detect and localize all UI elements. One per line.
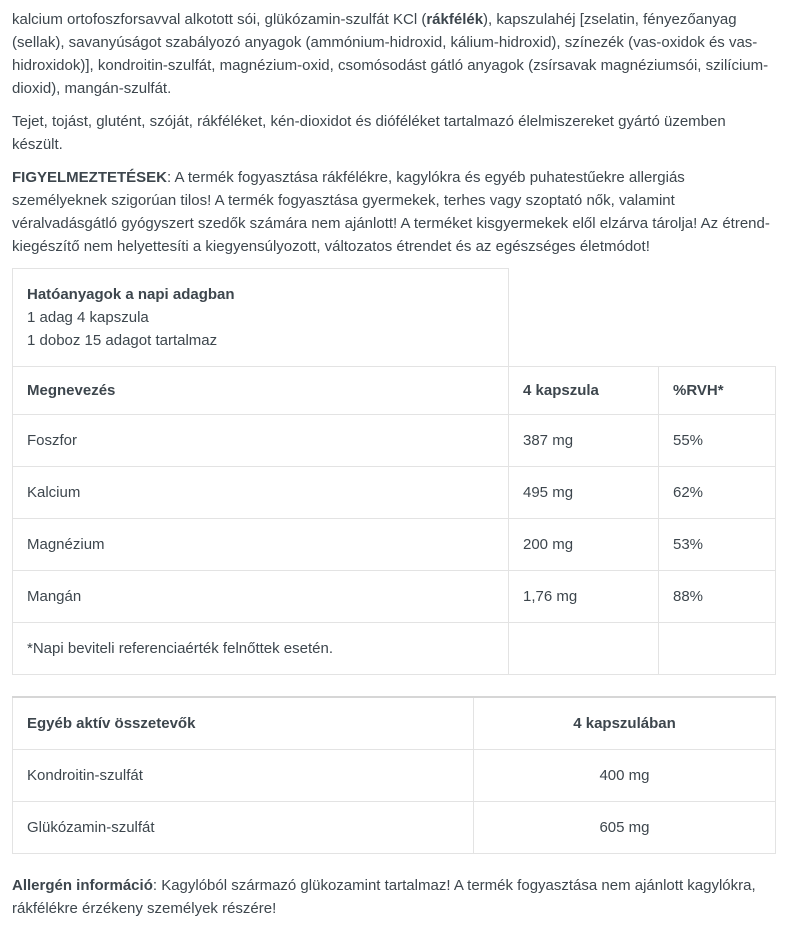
empty-cell xyxy=(659,623,776,675)
nutrient-row-mangan xyxy=(13,571,776,623)
ingredients-text-post: ), kapszulahéj [zselatin, fényezőanyag (sellak), savanyúságot szabályozó anyagok (ammónium-hidroxid, kálium-hidroxid), színezék (vas-oxidok és vas-hidroxidok)], kondroitin-szulfát, magnézium-oxid, csomósodást gátló anyagok (zsírsavak magnéziumsói, szilícium-dioxid), mangán-szulfát. xyxy=(12,11,769,97)
nutrients-info-spacer xyxy=(509,269,776,367)
other-ingredients-table xyxy=(12,696,776,854)
other-ingredient-amount: 400 mg xyxy=(474,750,776,802)
nutrient-row-kalcium xyxy=(13,467,776,519)
nutrients-table xyxy=(12,268,776,675)
nutrient-amount: 1,76 mg xyxy=(509,571,659,623)
nutrient-rvh: 88% xyxy=(659,571,776,623)
ingredients-paragraph xyxy=(12,8,776,100)
ingredients-text-pre: kalcium ortofoszforsavval alkotott sói, glükózamin-szulfát KCl ( xyxy=(12,11,427,28)
nutrient-row-foszfor xyxy=(13,415,776,467)
nutrients-serving-line: 1 adag 4 kapszula xyxy=(27,309,149,326)
nutrient-amount: 387 mg xyxy=(509,415,659,467)
other-ingredient-name: Kondroitin-szulfát xyxy=(13,750,474,802)
nutrient-name: Foszfor xyxy=(13,415,509,467)
ingredients-allergen-bold: rákfélék xyxy=(426,11,484,28)
nutrient-row-magnezium xyxy=(13,519,776,571)
nutrients-col-name-header: Megnevezés xyxy=(13,367,509,415)
nutrients-col-rvh-header: %RVH* xyxy=(659,367,776,415)
other-ingredients-header-row xyxy=(13,697,776,750)
other-ingredient-row-glukozamin xyxy=(13,802,776,854)
warnings-label: FIGYELMEZTETÉSEK xyxy=(12,169,168,186)
nutrient-rvh: 53% xyxy=(659,519,776,571)
allergen-info-paragraph xyxy=(12,874,776,920)
allergen-info-text: : Kagylóból származó glükozamint tartalmaz! A termék fogyasztása nem ajánlott kagylókra, rákfélékre érzékeny személyek részére! xyxy=(12,877,756,917)
nutrient-amount: 495 mg xyxy=(509,467,659,519)
other-ingredient-name: Glükózamin-szulfát xyxy=(13,802,474,854)
nutrient-name: Kalcium xyxy=(13,467,509,519)
nutrients-footnote-cell: *Napi beviteli referenciaérték felnőttek esetén. xyxy=(13,623,509,675)
nutrient-rvh: 55% xyxy=(659,415,776,467)
nutrient-name: Mangán xyxy=(13,571,509,623)
nutrients-col-amount-header: 4 kapszula xyxy=(509,367,659,415)
allergen-info-label: Allergén információ xyxy=(12,877,153,894)
nutrients-footnote-row xyxy=(13,623,776,675)
other-col-name-header: Egyéb aktív összetevők xyxy=(13,697,474,750)
nutrient-rvh: 62% xyxy=(659,467,776,519)
nutrients-info-row xyxy=(13,269,776,367)
other-col-amount-header: 4 kapszulában xyxy=(474,697,776,750)
nutrient-name: Magnézium xyxy=(13,519,509,571)
other-ingredient-amount: 605 mg xyxy=(474,802,776,854)
empty-cell xyxy=(509,623,659,675)
nutrient-amount: 200 mg xyxy=(509,519,659,571)
factory-allergen-paragraph: Tejet, tojást, glutént, szóját, rákféléket, kén-dioxidot és dióféléket tartalmazó élelmiszereket gyártó üzemben készült. xyxy=(12,113,726,153)
nutrients-box-line: 1 doboz 15 adagot tartalmaz xyxy=(27,332,218,349)
nutrients-header-row xyxy=(13,367,776,415)
warnings-text: : A termék fogyasztása rákfélékre, kagylókra és egyéb puhatestűekre allergiás személyeknek szigorúan tilos! A termék fogyasztása gyermekek, terhes vagy szoptató nők, valamint véralvadásgátló gyógyszert szedők számára nem ajánlott! A terméket kisgyermekek elől elzárva tárolja! Az étrend-kiegészítő nem helyettesíti a kiegyensúlyozott, változatos étrendet és az egészséges életmódot! xyxy=(12,169,770,255)
other-ingredient-row-kondroitin xyxy=(13,750,776,802)
nutrients-info-title: Hatóanyagok a napi adagban xyxy=(27,286,235,303)
nutrients-info-cell xyxy=(13,269,509,367)
warnings-paragraph xyxy=(12,166,776,258)
